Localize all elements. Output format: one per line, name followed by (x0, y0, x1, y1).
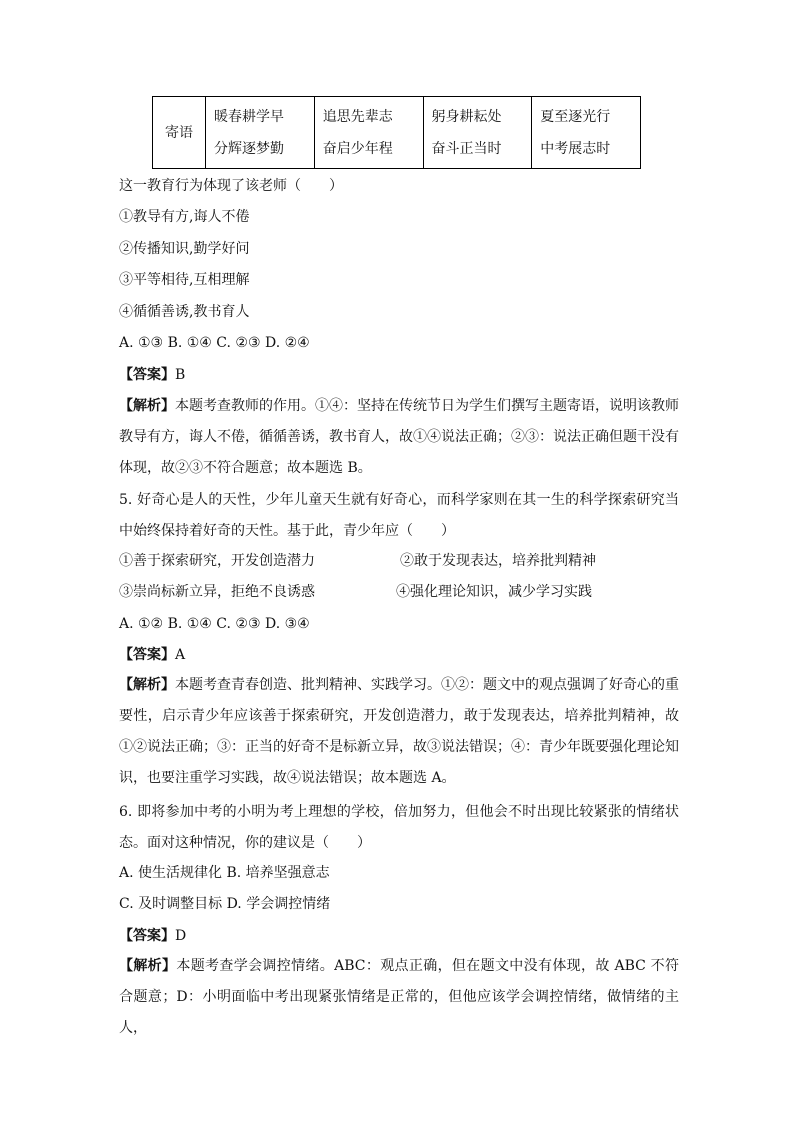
q5-answer: 【答案】A (119, 647, 186, 663)
q6-choices: C. 及时调整目标 D. 学会调控情绪 (119, 896, 331, 912)
q6-choices: A. 使生活规律化 B. 培养坚强意志 (119, 865, 330, 881)
q5-option: ③崇尚标新立异，拒绝不良诱惑 (119, 584, 315, 600)
q4-option: ④循循善诱,教书育人 (119, 304, 250, 320)
q5-stem: 5. 好奇心是人的天性，少年儿童天生就有好奇心，而科学家则在其一生的科学探索研究当中始终保持着好奇的天性。基于此，青少年应（ ） (119, 492, 679, 539)
q4-option: ③平等相待,互相理解 (119, 272, 250, 288)
table-header-cell: 寄语 (153, 97, 206, 169)
q5-analysis: 【解析】本题考查青春创造、批判精神、实践学习。①②：题文中的观点强调了好奇心的重要性，启示青少年应该善于探索研究，开发创造潜力，敢于发现表达，培养批判精神，故①②说法正确；③：正当的好奇不是标新立异，故③说法错误；④：青少年既要强化理论知识，也要注重学习实践，故④说法错误；故本题选 A。 (119, 677, 679, 786)
q4-answer: 【答案】B (119, 367, 186, 383)
table-cell: 追思先辈志 奋启少年程 (314, 97, 423, 169)
q4-analysis: 【解析】本题考查教师的作用。①④：坚持在传统节日为学生们撰写主题寄语，说明该教师教导有方，诲人不倦，循循善诱，教书育人，故①④说法正确；②③：说法正确但题干没有体现，故②③不符合题意；故本题选 B。 (119, 398, 679, 476)
q4-option: ①教导有方,诲人不倦 (119, 209, 250, 225)
q5-choices: A. ①② B. ①④ C. ②③ D. ③④ (119, 616, 310, 632)
table-cell: 夏至逐光行 中考展志时 (532, 97, 641, 169)
q6-analysis: 【解析】本题考查学会调控情绪。ABC：观点正确，但在题文中没有体现，故 ABC 不符合题意；D：小明面临中考出现紧张情绪是正常的，但他应该学会调控情绪，做情绪的主人， (119, 958, 679, 1036)
q5-option: ②敢于发现表达，培养批判精神 (400, 553, 596, 569)
table-cell: 躬身耕耘处 奋斗正当时 (423, 97, 532, 169)
q6-stem: 6. 即将参加中考的小明为考上理想的学校，倍加努力，但他会不时出现比较紧张的情绪状态。面对这种情况，你的建议是（ ） (119, 804, 679, 851)
q6-answer: 【答案】D (119, 928, 187, 944)
q4-option: ②传播知识,勤学好问 (119, 241, 250, 257)
table-cell: 暖春耕学早 分辉逐梦勤 (206, 97, 315, 169)
greeting-table (152, 96, 641, 169)
q4-stem: 这一教育行为体现了该老师（ ） (119, 178, 343, 194)
q4-choices: A. ①③ B. ①④ C. ②③ D. ②④ (119, 335, 310, 351)
q5-option: ④强化理论知识，减少学习实践 (396, 584, 592, 600)
q5-option: ①善于探索研究，开发创造潜力 (119, 553, 315, 569)
